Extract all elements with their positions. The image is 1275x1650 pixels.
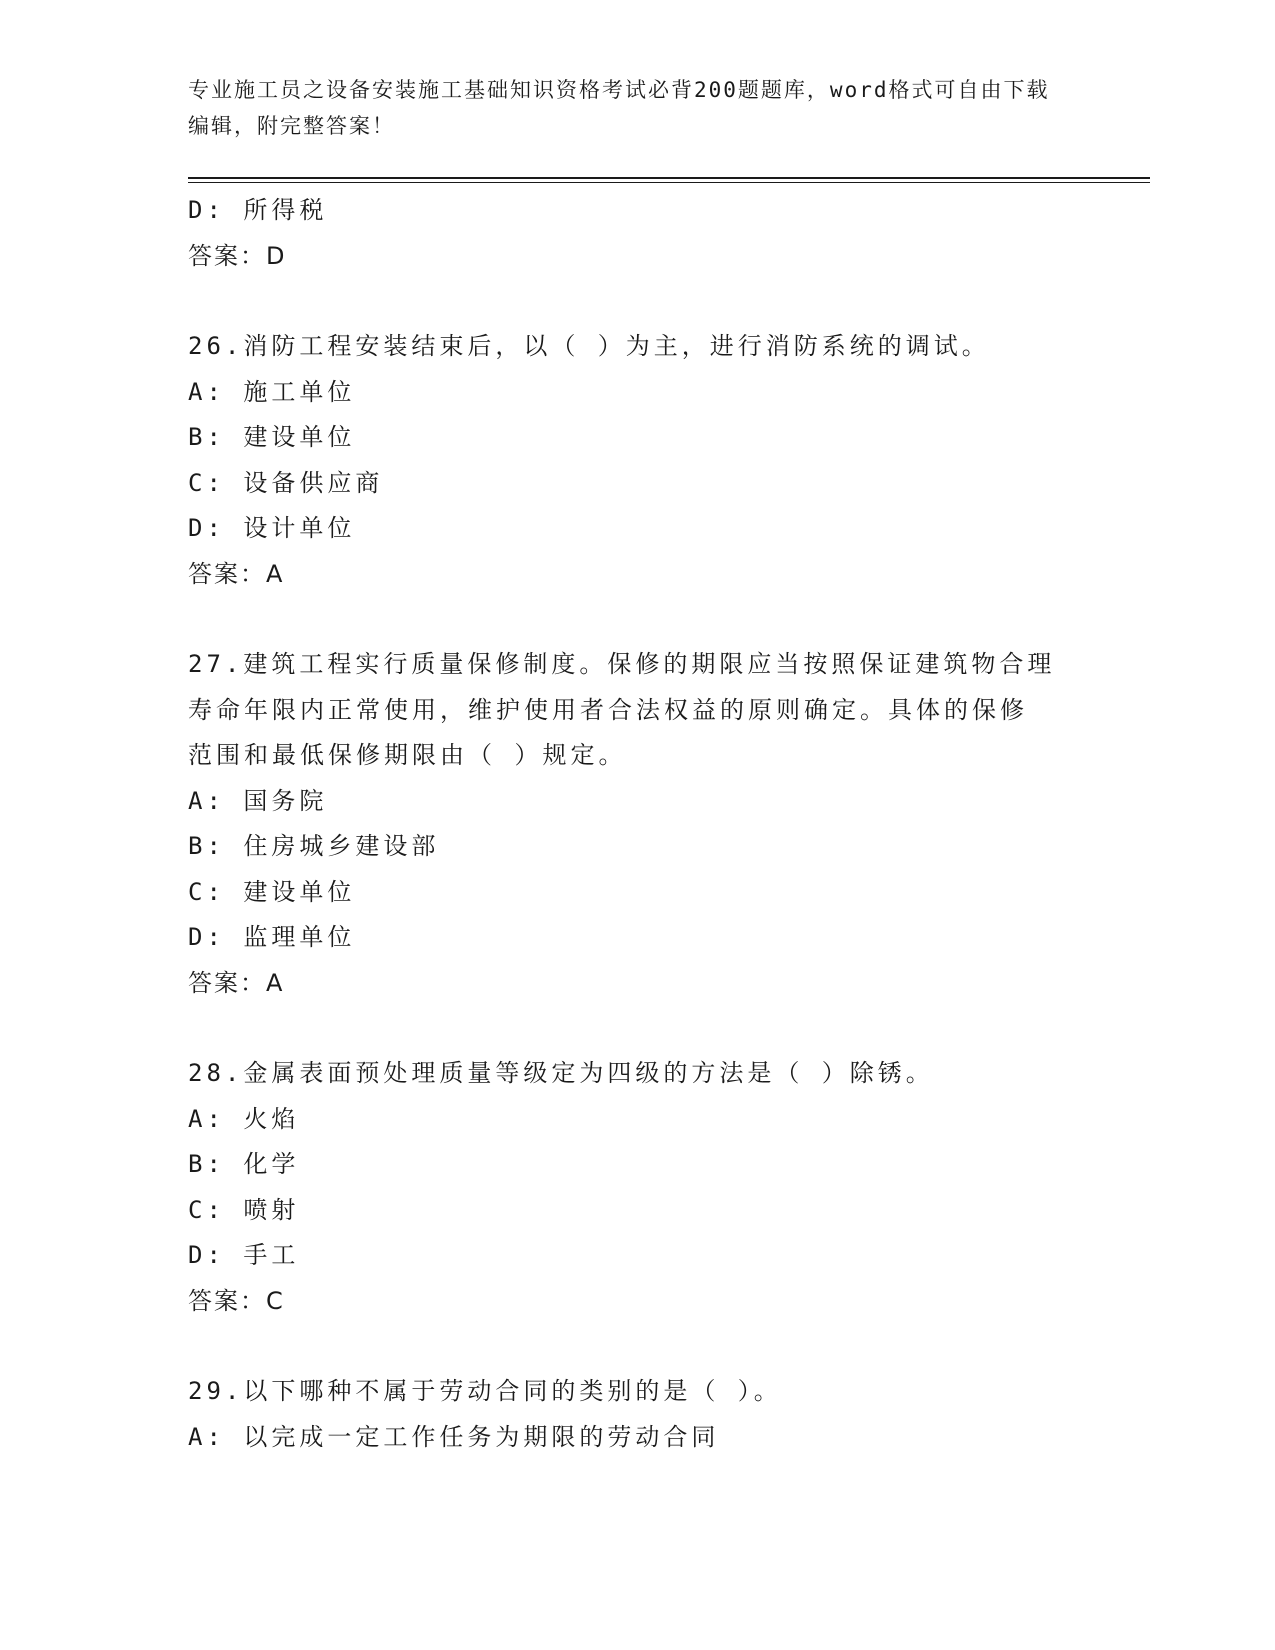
header-divider [188,177,1150,179]
question-stem-29: 29.以下哪种不属于劳动合同的类别的是（ ）。 [188,1377,782,1405]
option-a: A: 国务院 [188,786,328,815]
option-a: A: 施工单位 [188,377,356,406]
option-a: A: 火焰 [188,1104,300,1133]
answer: 答案：A [188,559,285,588]
option-c: C: 建设单位 [188,877,356,906]
question-stem-26: 26.消防工程安装结束后，以（ ）为主，进行消防系统的调试。 [188,332,990,360]
answer: 答案：C [188,1286,285,1315]
option-c: C: 喷射 [188,1195,300,1224]
question-stem-28: 28.金属表面预处理质量等级定为四级的方法是（ ）除锈。 [188,1059,934,1087]
option-a: A: 以完成一定工作任务为期限的劳动合同 [188,1422,720,1451]
option-c: C: 设备供应商 [188,468,384,497]
option-b: B: 建设单位 [188,423,356,451]
option-b: B: 化学 [188,1150,300,1178]
option-d: D: 所得税 [188,196,328,224]
option-d: D: 手工 [188,1241,300,1269]
option-d: D: 设计单位 [188,514,356,542]
answer: 答案：A [188,968,285,997]
question-stem-27-line-2: 寿命年限内正常使用，维护使用者合法权益的原则确定。具体的保修 [188,695,1028,724]
option-d: D: 监理单位 [188,923,356,951]
answer: 答案：D [188,241,287,270]
option-b: B: 住房城乡建设部 [188,832,440,860]
question-list [188,188,1088,1460]
header-divider-thin [188,182,1150,183]
question-stem-27-line-1: 27.建筑工程实行质量保修制度。保修的期限应当按照保证建筑物合理 [188,650,1056,678]
question-stem-27-line-3: 范围和最低保修期限由（ ）规定。 [188,741,627,769]
document-header: 专业施工员之设备安装施工基础知识资格考试必背200题题库，word格式可自由下载编辑，附完整答案！ [188,78,1050,138]
